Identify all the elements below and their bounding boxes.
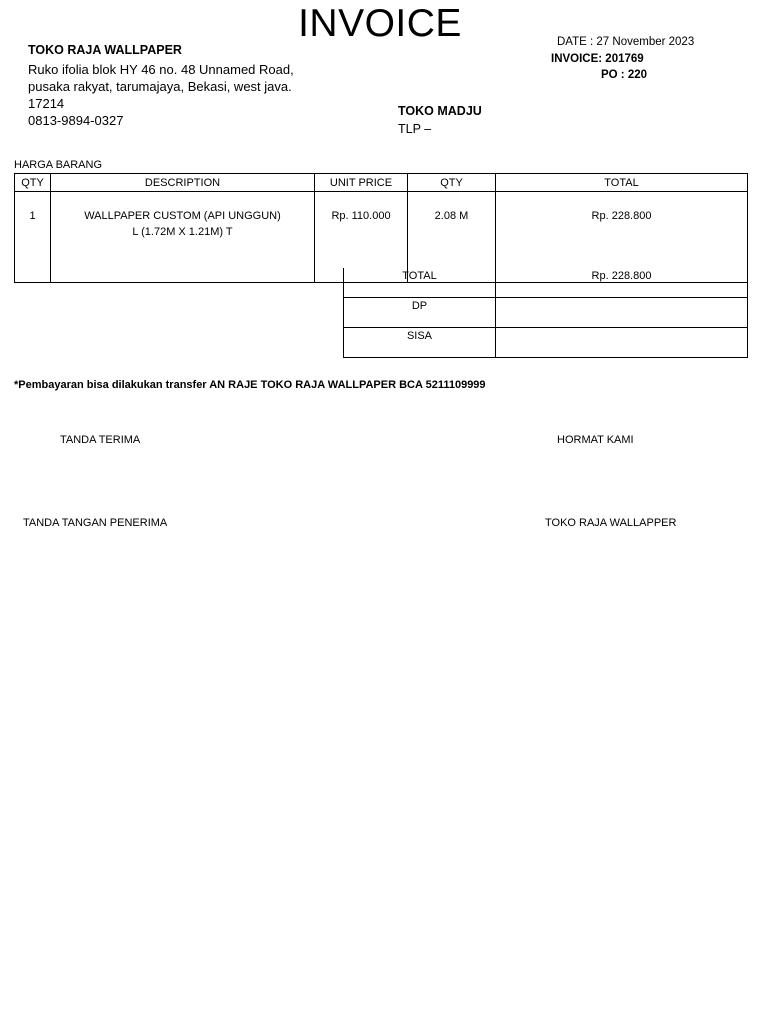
table-header-row [15,174,748,192]
buyer-name: TOKO MADJU [398,104,482,118]
seller-address-line-2: pusaka rakyat, tarumajaya, Bekasi, west java. [28,79,292,94]
section-label: HARGA BARANG [14,159,103,171]
seller-phone: 0813-9894-0327 [28,113,124,128]
seller-address-line-3: 17214 [28,96,65,111]
header-qty: QTY [15,174,51,192]
seller-address-line-1: Ruko ifolia blok HY 46 no. 48 Unnamed Road, [28,62,294,77]
summary-value-sisa [496,328,748,358]
cell-description [51,192,315,283]
summary-label-total: TOTAL [344,268,496,298]
cell-total: Rp. 228.800 [496,192,748,283]
signature-recipient-label: TANDA TANGAN PENERIMA [23,517,168,529]
summary-row-dp [344,298,748,328]
invoice-date: DATE : 27 November 2023 [557,36,695,48]
signature-received-label: TANDA TERIMA [60,434,141,446]
po-number: PO : 220 [601,69,648,81]
invoice-title: INVOICE [298,2,462,45]
cell-unit-price: Rp. 110.000 [315,192,408,283]
signature-sender-name: TOKO RAJA WALLAPPER [545,517,677,529]
summary-value-dp [496,298,748,328]
description-line-2: L (1.72M X 1.21M) T [132,226,233,238]
summary-row-total [344,268,748,298]
header-qty-2: QTY [408,174,496,192]
signature-regards-label: HORMAT KAMI [557,434,634,446]
cell-qty: 1 [15,192,51,283]
buyer-phone: TLP – [398,122,432,136]
header-total: TOTAL [496,174,748,192]
cell-qty-2: 2.08 M [408,192,496,283]
description-line-1: WALLPAPER CUSTOM (API UNGGUN) [84,210,281,222]
summary-table [343,268,748,358]
payment-note: *Pembayaran bisa dilakukan transfer AN RAJE TOKO RAJA WALLPAPER BCA 5211109999 [14,379,486,391]
summary-label-sisa: SISA [344,328,496,358]
summary-row-sisa [344,328,748,358]
summary-label-dp: DP [344,298,496,328]
summary-value-total: Rp. 228.800 [496,268,748,298]
seller-name: TOKO RAJA WALLPAPER [28,43,182,57]
invoice-number: INVOICE: 201769 [551,53,644,65]
header-description: DESCRIPTION [51,174,315,192]
header-unit-price: UNIT PRICE [315,174,408,192]
items-table [14,173,748,283]
